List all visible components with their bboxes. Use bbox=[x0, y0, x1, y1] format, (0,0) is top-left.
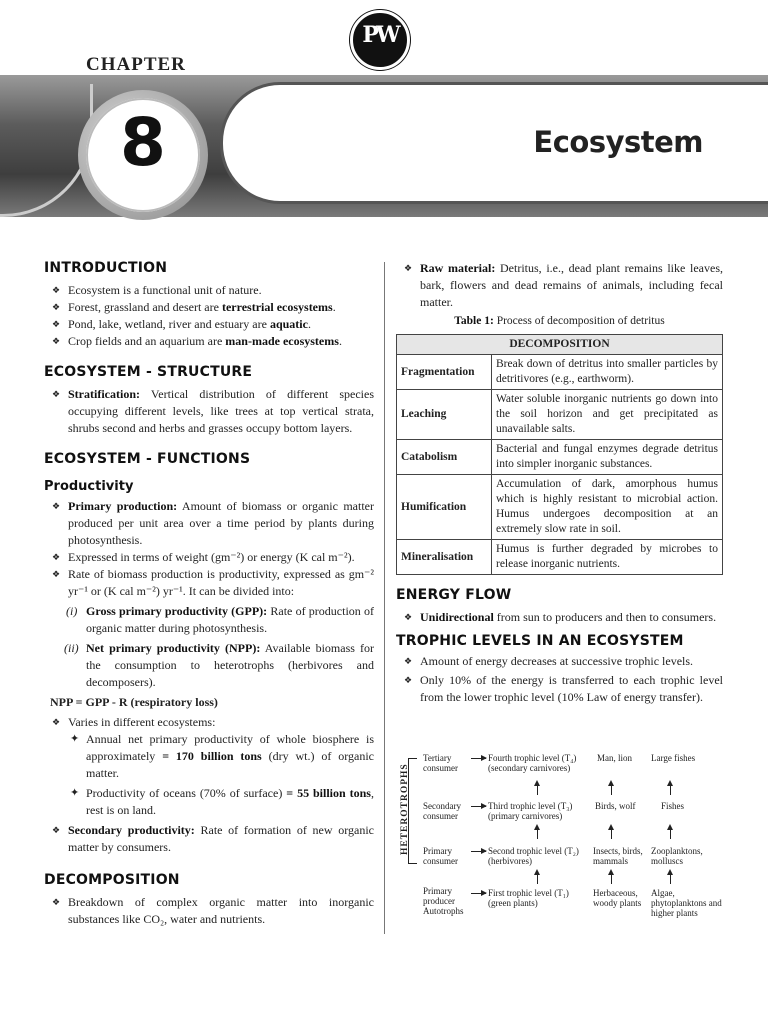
heterotrophs-label: HETEROTROPHS bbox=[400, 763, 410, 855]
up-arrow-icon bbox=[537, 826, 538, 839]
heterotrophs-label-box bbox=[387, 763, 410, 856]
process-description: Humus is further degraded by microbes to release inorganic nutrients. bbox=[492, 540, 723, 575]
left-column bbox=[44, 260, 374, 928]
definition: from sun to producers and then to consumers. bbox=[493, 610, 717, 624]
process-name: Leaching bbox=[397, 390, 492, 440]
subheading-productivity: Productivity bbox=[44, 479, 134, 494]
right-arrow-icon bbox=[471, 758, 486, 759]
page-title: Ecosystem bbox=[533, 125, 703, 159]
list-item bbox=[396, 609, 723, 626]
decomposition-table bbox=[396, 334, 723, 575]
heterotrophs-bracket bbox=[408, 758, 417, 864]
table-row bbox=[397, 475, 723, 540]
enum-number: (ii) bbox=[64, 641, 79, 655]
bullet-icon: ❖ bbox=[52, 285, 61, 295]
value: = 170 billion tons bbox=[162, 749, 262, 763]
text: Productivity of oceans (70% of surface) bbox=[86, 786, 287, 800]
list-item bbox=[44, 714, 374, 731]
table-row bbox=[397, 390, 723, 440]
section-heading-introduction: INTRODUCTION bbox=[44, 260, 168, 276]
gpp-item bbox=[44, 603, 374, 637]
bullet-icon: ❖ bbox=[52, 897, 61, 907]
process-name: Humification bbox=[397, 475, 492, 540]
term: Raw material: bbox=[420, 261, 496, 275]
process-description: Break down of detritus into smaller particles by detritivores (e.g., earthworm). bbox=[492, 355, 723, 390]
trophic-level-label: First trophic level (T₁) (green plants) bbox=[488, 888, 569, 908]
list-item bbox=[44, 386, 374, 437]
section-heading-structure: ECOSYSTEM - STRUCTURE bbox=[44, 364, 253, 380]
list-item bbox=[44, 894, 374, 928]
list-item bbox=[44, 549, 374, 566]
list-item-text: Pond, lake, wetland, river and estuary are aquatic. bbox=[68, 317, 311, 331]
trophic-list bbox=[396, 653, 723, 706]
bullet-icon: ❖ bbox=[52, 825, 61, 835]
up-arrow-icon bbox=[537, 871, 538, 884]
table-row bbox=[397, 440, 723, 475]
section-heading-decomposition: DECOMPOSITION bbox=[44, 872, 180, 888]
bullet-icon: ❖ bbox=[52, 389, 61, 399]
term: Primary production: bbox=[68, 499, 178, 513]
chapter-label: CHAPTER bbox=[86, 54, 186, 75]
trophic-level-label: Fourth trophic level (T₄) (secondary carnivores) bbox=[488, 753, 577, 773]
list-item-text: Expressed in terms of weight (gm⁻²) or energy (K cal m⁻²). bbox=[68, 550, 355, 564]
trophic-example-water: Fishes bbox=[661, 801, 685, 811]
trophic-example-water: Large fishes bbox=[651, 753, 696, 763]
bullet-icon: ❖ bbox=[52, 552, 61, 562]
table-caption bbox=[396, 313, 723, 330]
trophic-example-land: Herbaceous, woody plants bbox=[593, 888, 642, 908]
pw-logo bbox=[350, 10, 410, 70]
right-arrow-icon bbox=[471, 893, 486, 894]
up-arrow-icon bbox=[670, 782, 671, 795]
trophic-level-label: Third trophic level (T₃) (primary carnivores) bbox=[488, 801, 573, 821]
trophic-example-land: Man, lion bbox=[597, 753, 632, 763]
trophic-level-label: Second trophic level (T₂) (herbivores) bbox=[488, 846, 579, 866]
process-description: Bacterial and fungal enzymes degrade detritus into simpler inorganic substances. bbox=[492, 440, 723, 475]
energy-list bbox=[396, 609, 723, 626]
list-item-text: Varies in different ecosystems: bbox=[68, 715, 216, 729]
list-item-text: Rate of biomass production is productivity, expressed as gm⁻² yr⁻¹ or (K cal m⁻²) yr⁻¹. It can be divided into: bbox=[68, 567, 374, 598]
term: Unidirectional bbox=[420, 610, 494, 624]
section-heading-energy-flow: ENERGY FLOW bbox=[396, 587, 512, 603]
trophic-producer-label: Primary producer Autotrophs bbox=[423, 886, 464, 916]
decomposition-list bbox=[44, 894, 374, 928]
list-item bbox=[44, 299, 374, 316]
raw-material-list bbox=[396, 260, 723, 311]
trophic-consumer-label: Primary consumer bbox=[423, 846, 458, 866]
list-item-text: Only 10% of the energy is transferred to each trophic level from the lower trophic level (10% Law of energy transfer). bbox=[420, 673, 723, 704]
value: = 55 billion tons bbox=[286, 786, 371, 800]
bullet-icon: ❖ bbox=[404, 612, 413, 622]
trophic-consumer-label: Tertiary consumer bbox=[423, 753, 458, 773]
table-row bbox=[397, 540, 723, 575]
process-description: Water soluble inorganic nutrients go down into the soil horizon and get precipitated as unavailable salts. bbox=[492, 390, 723, 440]
list-item-text: Ecosystem is a functional unit of nature. bbox=[68, 283, 262, 297]
section-heading-trophic-levels: TROPHIC LEVELS IN AN ECOSYSTEM bbox=[396, 633, 684, 649]
list-item bbox=[396, 672, 723, 706]
table-header-row bbox=[397, 335, 723, 355]
definition: Rate of production of organic matter during photosynthesis. bbox=[86, 604, 374, 635]
productivity-list bbox=[44, 498, 374, 600]
bullet-icon: ❖ bbox=[52, 501, 61, 511]
plus-bullet-icon: ✦ bbox=[70, 733, 80, 745]
bullet-icon: ❖ bbox=[404, 263, 413, 273]
trophic-example-land: Insects, birds, mammals bbox=[593, 846, 643, 866]
intro-list bbox=[44, 282, 374, 350]
bullet-icon: ❖ bbox=[52, 302, 61, 312]
caption-text: Process of decomposition of detritus bbox=[493, 315, 665, 327]
definition: Amount of biomass or organic matter produced per unit area over a time period by plants during photosynthesis. bbox=[68, 499, 374, 547]
bullet-icon: ❖ bbox=[52, 336, 61, 346]
term: Gross primary productivity (GPP): bbox=[86, 604, 268, 618]
definition: Vertical distribution of different species occupying different levels, like trees at top vertical strata, shrubs second and herbs and grasses occupy bottom layers. bbox=[68, 387, 374, 435]
trophic-consumer-label: Secondary consumer bbox=[423, 801, 461, 821]
bullet-icon: ❖ bbox=[52, 717, 61, 727]
sub-list-item bbox=[44, 785, 374, 819]
bullet-icon: ❖ bbox=[52, 319, 61, 329]
list-item bbox=[44, 566, 374, 600]
trophic-example-water: Algae, phytoplanktons and higher plants bbox=[651, 888, 722, 918]
up-arrow-icon bbox=[611, 826, 612, 839]
caption-label: Table 1: bbox=[454, 315, 494, 327]
process-name: Fragmentation bbox=[397, 355, 492, 390]
list-item bbox=[396, 653, 723, 670]
list-item bbox=[44, 822, 374, 856]
text: Annual net primary productivity of whole biosphere is approximately bbox=[86, 732, 374, 763]
up-arrow-icon bbox=[611, 782, 612, 795]
list-item bbox=[44, 316, 374, 333]
up-arrow-icon bbox=[670, 826, 671, 839]
list-item-text: Amount of energy decreases at successive trophic levels. bbox=[420, 654, 694, 668]
list-item-text: Breakdown of complex organic matter into inorganic substances like CO₂, water and nutrients. bbox=[68, 895, 374, 926]
right-arrow-icon bbox=[471, 806, 486, 807]
text: , rest is on land. bbox=[86, 786, 374, 817]
bullet-icon: ❖ bbox=[52, 569, 61, 579]
npp-item bbox=[44, 640, 374, 691]
list-item bbox=[44, 333, 374, 350]
term: Stratification: bbox=[68, 387, 140, 401]
section-heading-functions: ECOSYSTEM - FUNCTIONS bbox=[44, 451, 251, 467]
list-item bbox=[44, 282, 374, 299]
list-item-text: Forest, grassland and desert are terrestrial ecosystems. bbox=[68, 300, 336, 314]
column-divider bbox=[384, 262, 385, 934]
up-arrow-icon bbox=[611, 871, 612, 884]
npp-formula: NPP = GPP - R (respiratory loss) bbox=[50, 695, 218, 709]
trophic-example-land: Birds, wolf bbox=[595, 801, 636, 811]
text: (dry wt.) of organic matter. bbox=[86, 749, 374, 780]
process-description: Accumulation of dark, amorphous humus which is highly resistant to microbial action. Humus undergoes decomposition at an extremely slow rate in soil. bbox=[492, 475, 723, 540]
term: Secondary productivity: bbox=[68, 823, 195, 837]
process-name: Mineralisation bbox=[397, 540, 492, 575]
table-header: DECOMPOSITION bbox=[397, 335, 723, 355]
sub-list-item bbox=[44, 731, 374, 782]
up-arrow-icon bbox=[537, 782, 538, 795]
up-arrow-icon bbox=[670, 871, 671, 884]
title-box bbox=[220, 82, 768, 204]
term: Net primary productivity (NPP): bbox=[86, 641, 261, 655]
plus-bullet-icon: ✦ bbox=[70, 787, 80, 799]
logo-text: PW bbox=[362, 22, 398, 48]
definition: Detritus, i.e., dead plant remains like leaves, bark, flowers and dead remains of animals, including fecal matter. bbox=[420, 261, 724, 309]
definition: Rate of formation of new organic matter by consumers. bbox=[68, 823, 374, 854]
right-arrow-icon bbox=[471, 851, 486, 852]
right-column bbox=[396, 260, 723, 706]
list-item-text: Crop fields and an aquarium are man-made ecosystems. bbox=[68, 334, 342, 348]
bullet-icon: ❖ bbox=[404, 675, 413, 685]
bullet-icon: ❖ bbox=[404, 656, 413, 666]
list-item bbox=[396, 260, 723, 311]
list-item bbox=[44, 498, 374, 549]
process-name: Catabolism bbox=[397, 440, 492, 475]
enum-number: (i) bbox=[66, 604, 78, 618]
definition: Available biomass for the consumption to heterotrophs (herbivores and decomposers). bbox=[86, 641, 374, 689]
trophic-example-water: Zooplanktons, molluscs bbox=[651, 846, 703, 866]
varies-list bbox=[44, 714, 374, 856]
structure-list bbox=[44, 386, 374, 437]
chapter-number: 8 bbox=[120, 104, 166, 181]
table-row bbox=[397, 355, 723, 390]
